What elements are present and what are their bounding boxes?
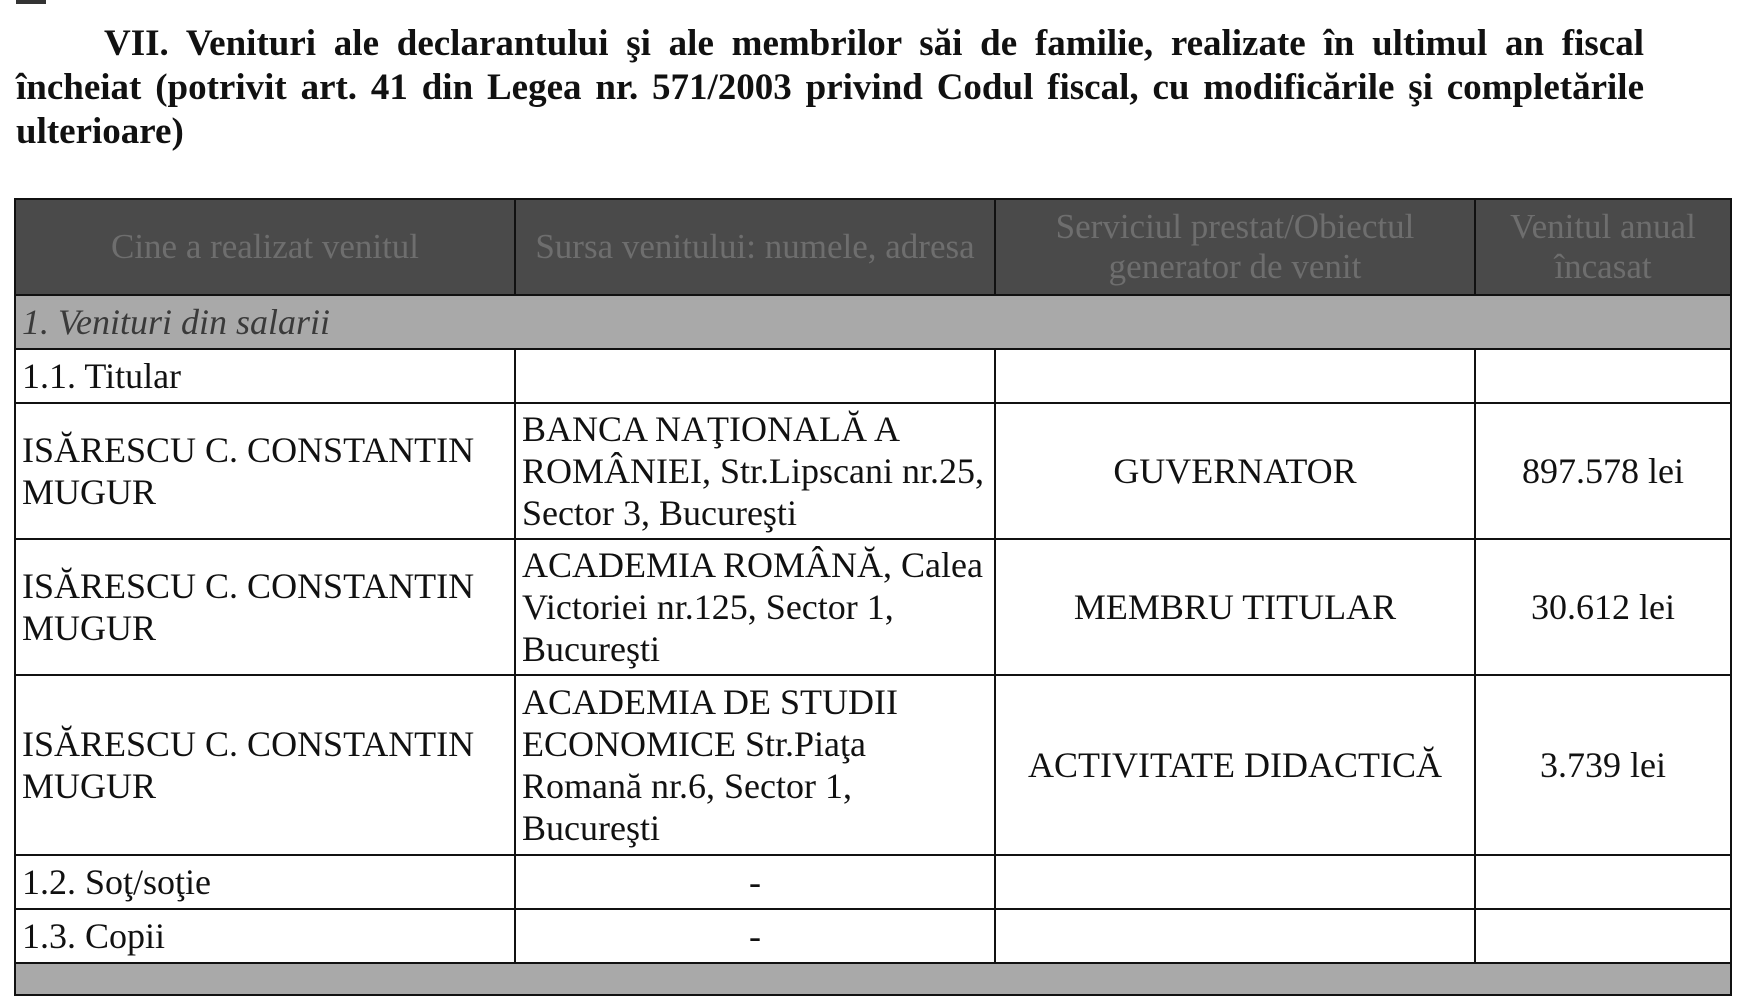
cell-source: BANCA NAŢIONALĂ A ROMÂNIEI, Str.Lipscani nr.25, Sector 3, Bucureşti (515, 403, 995, 539)
section-row-salaries (15, 295, 1731, 349)
spouse-source: - (515, 855, 995, 909)
sub-row-children (15, 909, 1731, 963)
scan-corner-mark (16, 0, 46, 4)
titular-source-empty (515, 349, 995, 403)
spouse-income-empty (1475, 855, 1731, 909)
sub-row-spouse (15, 855, 1731, 909)
income-table (14, 198, 1732, 996)
section-heading-text: VII. Venituri ale declarantului şi ale membrilor săi de familie, realizate în ultimul an fiscal încheiat (potrivit art. 41 din Legea nr. 571/2003 privind Codul fiscal, cu modificările şi completările ulterioare) (16, 23, 1644, 152)
table-row (15, 403, 1731, 539)
header-service: Serviciul prestat/Obiectul generator de venit (995, 199, 1475, 295)
children-source: - (515, 909, 995, 963)
table-header-row (15, 199, 1731, 295)
table-row (15, 675, 1731, 855)
spouse-label: 1.2. Soţ/soţie (15, 855, 515, 909)
sub-row-titular (15, 349, 1731, 403)
cell-source: ACADEMIA DE STUDII ECONOMICE Str.Piaţa Romană nr.6, Sector 1, Bucureşti (515, 675, 995, 855)
titular-income-empty (1475, 349, 1731, 403)
cell-who: ISĂRESCU C. CONSTANTIN MUGUR (15, 403, 515, 539)
next-section-cut-cell (15, 963, 1731, 995)
header-who: Cine a realizat venitul (15, 199, 515, 295)
cell-income: 30.612 lei (1475, 539, 1731, 675)
cell-who: ISĂRESCU C. CONSTANTIN MUGUR (15, 539, 515, 675)
children-income-empty (1475, 909, 1731, 963)
children-service-empty (995, 909, 1475, 963)
header-source: Sursa venitului: numele, adresa (515, 199, 995, 295)
cell-service: GUVERNATOR (995, 403, 1475, 539)
cell-source: ACADEMIA ROMÂNĂ, Calea Victoriei nr.125, Sector 1, Bucureşti (515, 539, 995, 675)
titular-label: 1.1. Titular (15, 349, 515, 403)
cell-service: ACTIVITATE DIDACTICĂ (995, 675, 1475, 855)
cell-service: MEMBRU TITULAR (995, 539, 1475, 675)
children-label: 1.3. Copii (15, 909, 515, 963)
table-row (15, 539, 1731, 675)
section-label-salaries: 1. Venituri din salarii (15, 295, 1731, 349)
cell-income: 897.578 lei (1475, 403, 1731, 539)
section-heading (16, 22, 1644, 154)
cell-who: ISĂRESCU C. CONSTANTIN MUGUR (15, 675, 515, 855)
header-income: Venitul anual încasat (1475, 199, 1731, 295)
cell-income: 3.739 lei (1475, 675, 1731, 855)
next-section-row-cut (15, 963, 1731, 995)
spouse-service-empty (995, 855, 1475, 909)
titular-service-empty (995, 349, 1475, 403)
